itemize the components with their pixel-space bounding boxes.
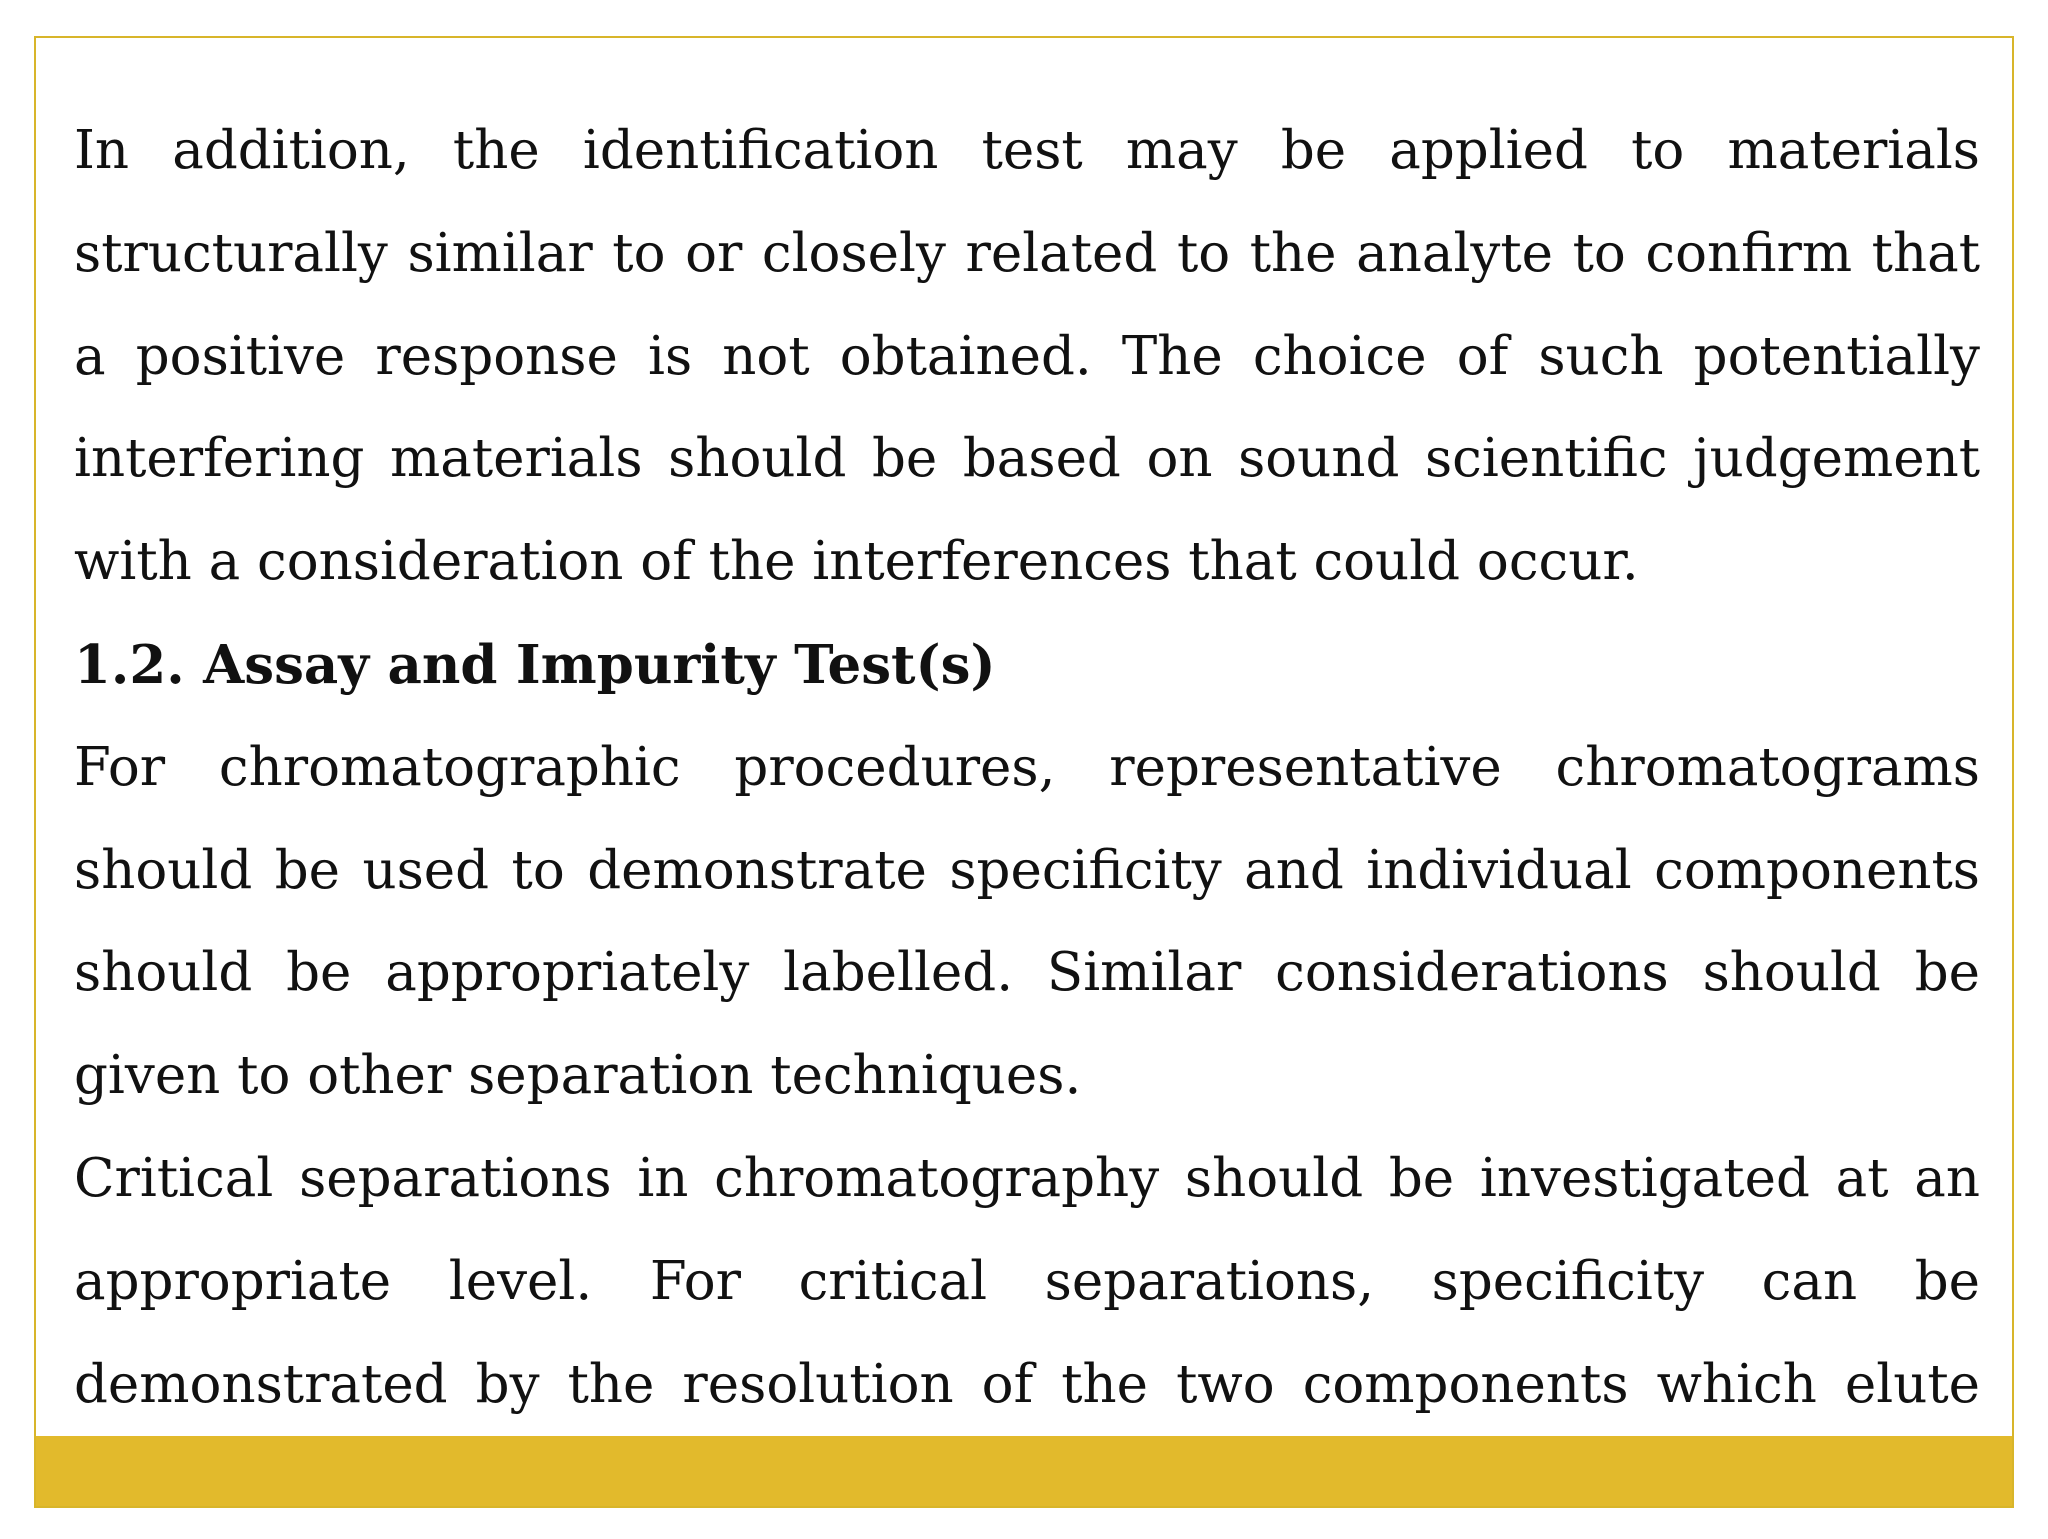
paragraph-identification-test: In addition, the identification test may be applied to materials structurally similar to or closely related to the analyte to confirm that a positive response is not obtained. The choice of such potentially interfering materials should be based on sound scientific judgement with a consideration of the interferences that could occur.	[74, 120, 1980, 593]
footer-accent-bar	[36, 1436, 2012, 1506]
slide-body	[74, 100, 1980, 1539]
slide-frame	[34, 36, 2014, 1508]
paragraph-critical-separations: Critical separations in chromatography should be investigated at an appropriate level. For critical separations, specificity can be demonstrated by the resolution of the two components which elute	[74, 1147, 1980, 1415]
paragraph-chromatographic-procedures: For chromatographic procedures, representative chromatograms should be used to demonstrate specificity and individual components should be appropriately labelled. Similar considerations should be given to other separation techniques.	[74, 736, 1980, 1107]
section-heading: 1.2. Assay and Impurity Test(s)	[74, 633, 996, 696]
